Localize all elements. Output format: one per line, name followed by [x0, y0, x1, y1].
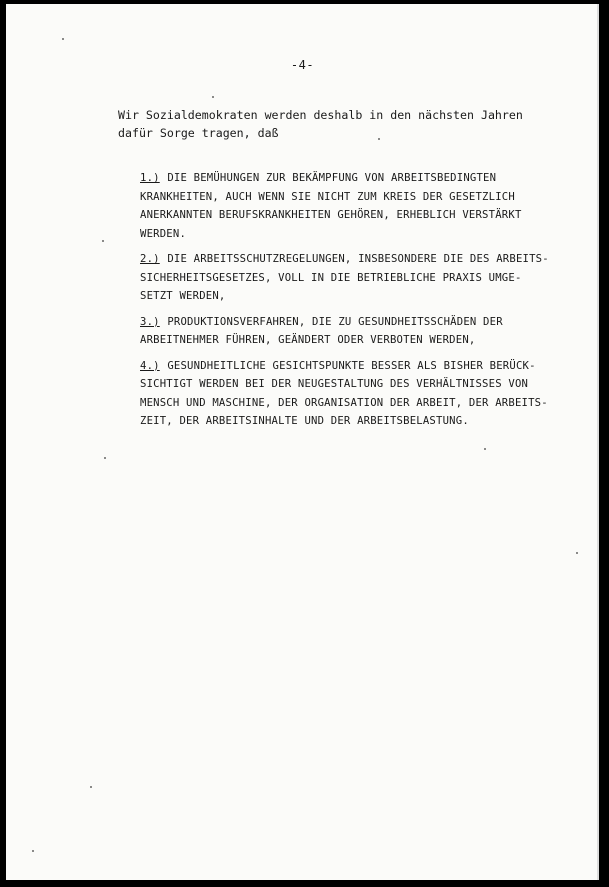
item-number: 2.): [140, 253, 160, 265]
scan-speck: [378, 138, 380, 140]
scan-speck: [90, 786, 92, 788]
list-item: [140, 313, 599, 350]
scan-speck: [576, 552, 578, 554]
item-text: DIE ARBEITSSCHUTZREGELUNGEN, INSBESONDERE DIE DES ARBEITS- SICHERHEITSGESETZES, VOLL IN DIE BETRIEBLICHE PRAXIS UMGE- SETZT WERDEN,: [140, 253, 549, 302]
item-number: 3.): [140, 315, 160, 328]
list-item: [140, 357, 599, 431]
list-item: [140, 169, 599, 243]
scan-speck: [62, 38, 64, 40]
scan-speck: [104, 457, 106, 459]
page-number: -4-: [290, 58, 315, 72]
document-page: [6, 4, 599, 880]
page-edge: [597, 4, 599, 880]
item-text: GESUNDHEITLICHE GESICHTSPUNKTE BESSER ALS BISHER BERÜCK- SICHTIGT WERDEN BEI DER NEUGESTALTUNG DES VERHÄLTNISSES VON MENSCH UND MASCHINE, DER ORGANISATION DER ARBEIT, DER ARBEITS- ZEIT, DER ARBEITSINHALTE UND DER ARBEITSBELASTUNG.: [140, 359, 548, 427]
demands-list: [140, 169, 599, 438]
scan-speck: [102, 240, 104, 242]
item-number: 1.): [140, 172, 160, 184]
scan-speck: [32, 850, 34, 852]
scan-speck: [484, 448, 486, 450]
scan-speck: [212, 96, 214, 98]
list-item: [140, 250, 599, 306]
item-number: 4.): [140, 359, 160, 372]
intro-paragraph: Wir Sozialdemokraten werden deshalb in den nächsten Jahren dafür Sorge tragen, daß: [118, 108, 523, 140]
item-text: DIE BEMÜHUNGEN ZUR BEKÄMPFUNG VON ARBEITSBEDINGTEN KRANKHEITEN, AUCH WENN SIE NICHT ZUM KREIS DER GESETZLICH ANERKANNTEN BERUFSKRANKHEITEN GEHÖREN, ERHEBLICH VERSTÄRKT WERDEN.: [140, 172, 522, 240]
item-text: PRODUKTIONSVERFAHREN, DIE ZU GESUNDHEITSSCHÄDEN DER ARBEITNEHMER FÜHREN, GEÄNDERT ODER VERBOTEN WERDEN,: [140, 315, 503, 346]
